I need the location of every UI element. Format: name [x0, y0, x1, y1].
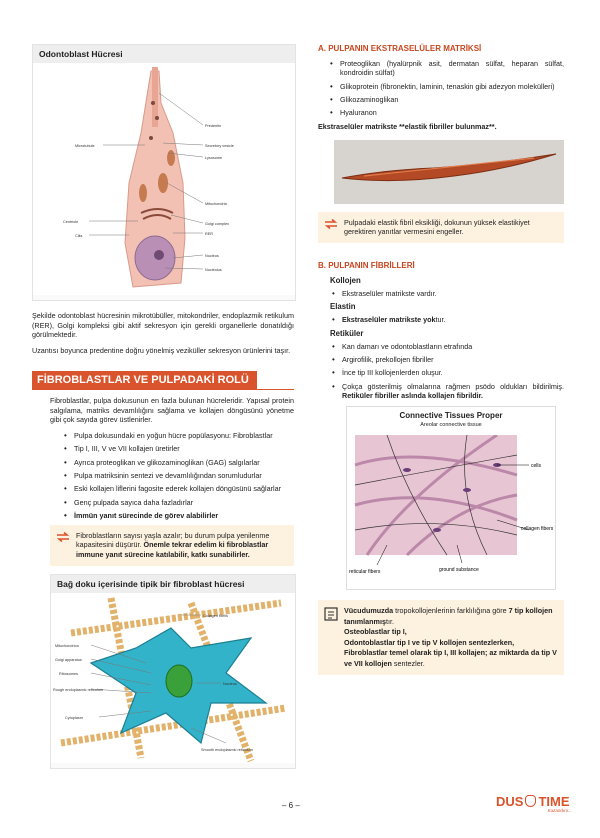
brand-tagline: Kazandırır...	[547, 808, 572, 813]
label-mitochondria: Mitochondria	[205, 202, 227, 206]
list-item: • Tip I, III, V ve VII kollajen üretirler	[62, 444, 294, 453]
label-ribosomes: Ribosomes	[59, 671, 78, 676]
section-a-bullets	[318, 59, 564, 118]
list-item: • Glikoprotein (fibronektin, laminin, tenaskin gibi adezyon molekülleri)	[328, 82, 564, 91]
areolar-tissue-figure	[346, 406, 556, 590]
kollojen-heading: Kollojen	[330, 275, 361, 285]
label-cytoplasm: Cytoplasm	[65, 715, 83, 720]
label-mitochondrion: Mitochondrion	[55, 643, 79, 648]
odontoblast-illustration	[33, 63, 295, 295]
section-fibroblast-header	[32, 370, 294, 390]
label-cells: cells	[531, 463, 542, 470]
brand-right: TIME	[538, 794, 570, 809]
elastin-bullets	[318, 315, 564, 324]
micro-figure-title: Connective Tissues Proper	[399, 411, 503, 421]
label-golgi-apparatus: Golgi apparatus	[55, 657, 82, 662]
list-item: • İmmün yanıt sürecinde de görev alabilirler	[62, 511, 294, 520]
micro-figure-subtitle: Areolar connective tissue	[420, 422, 482, 429]
label-rough-er: Rough endoplasmic reticulum	[53, 687, 104, 692]
list-item: • Argirofilik, prekollojen fibriller	[330, 355, 564, 364]
right-column	[318, 44, 564, 675]
label-nucleus: Nucleus	[223, 681, 237, 686]
section-fibroblast-title: FİBROBLASTLAR VE PULPADAKİ ROLÜ	[32, 371, 257, 389]
label-centriole: Centriole	[63, 220, 79, 224]
fibroblast-figure	[50, 574, 296, 769]
label-nucleolus: Nucleolus	[205, 268, 222, 272]
retikuler-bullets	[318, 342, 564, 401]
section-a-statement: Ekstraselüler matrikste **elastik fibriller bulunmaz**.	[318, 121, 497, 131]
elastin-bold: Ekstraselüler matrikste yok	[342, 315, 436, 325]
list-item: • Genç pulpada sayıca daha fazladırlar	[62, 498, 294, 507]
exchange-arrows-icon	[324, 219, 338, 229]
tooth-icon	[525, 795, 536, 807]
list-item	[330, 382, 564, 401]
list-item: • Ayrıca proteoglikan ve glikozaminoglikan (GAG) salgılarlar	[62, 458, 294, 467]
collagen-types-note	[318, 600, 564, 675]
fibroblast-figure-title: Bağ doku içerisinde tipik bir fibroblast hücresi	[51, 575, 295, 593]
kollojen-bullets	[318, 289, 564, 298]
fibroblast-note-text: Fibroblastların sayısı yaşla azalır; bu durum pulpa yenilenme kapasitesini düşürür.	[76, 530, 270, 550]
elastin-heading: Elastin	[330, 302, 356, 312]
list-item: • Pulpa matriksinin sentezi ve devamlılığından sorumludurlar	[62, 471, 294, 480]
list-item: • Glikozaminoglikan	[328, 95, 564, 104]
fibroblast-bullets	[32, 431, 294, 521]
areolar-micrograph	[347, 435, 555, 589]
label-predentin: Predentin	[205, 124, 222, 128]
list-item: • Proteoglikan (hyalürpnik asit, dermatan sülfat, heparan sülfat, kondroidin sülfat)	[328, 59, 564, 78]
label-smooth-er: Smooth endoplasmic reticulum	[201, 747, 253, 752]
collagen-note-line-1: Vücudumuzda tropokollojenlerinin farklılığına göre 7 tip kollojen tanımlanmıştır.	[344, 606, 553, 626]
label-reticular-fibers: reticular fibers	[349, 569, 381, 576]
retikuler-heading: Retiküler	[330, 328, 364, 338]
list-item: • Kan damarı ve odontoblastların etrafında	[330, 342, 564, 351]
odontoblast-caption-1: Şekilde odontoblast hücresinin mikrotübüller, mitokondriler, endoplazmik retikulum (RER), Golgi kompleksi gibi aktif sekresyon için gerekli organellerle donatıldığı görülmektedir.	[32, 311, 294, 340]
fibroblast-illustration	[51, 593, 295, 763]
elastic-note	[318, 212, 564, 243]
page-number: – 6 –	[282, 801, 300, 810]
label-collagen-fibrils: Collagen fibrils	[203, 613, 228, 618]
odontoblast-caption-2: Uzantısı boyunca predentine doğru yönelmiş veziküller sekresyon ürünlerini taşır.	[32, 346, 291, 356]
brand-logo	[496, 795, 572, 813]
elastic-fibre-photo	[334, 140, 564, 204]
exchange-arrows-icon	[56, 532, 70, 542]
label-secretory-vesicle: Secretory vesicle	[205, 144, 234, 148]
label-lysosome: Lysosome	[205, 156, 223, 160]
list-item: • Hyaluranon	[328, 108, 564, 117]
fibroblast-note	[50, 525, 294, 566]
elastic-note-text: Pulpadaki elastik fibril eksikliği, dokunun yüksek elastikiyet gerektiren yanıtlar vermesini engeller.	[344, 217, 530, 237]
left-column	[32, 44, 294, 769]
list-item: • İnce tip III kollojenlerden oluşur.	[330, 368, 564, 377]
label-microtubule: Microtubule	[75, 144, 95, 148]
retikuler-last-bold: Retiküler fibriller aslında kollajen fibrildir.	[342, 391, 483, 401]
label-nucleus: Nucleus	[205, 254, 219, 258]
list-item: • Ekstraselüler matrikste vardır.	[330, 289, 564, 298]
retikuler-last-normal: Çokça gösterilmiş olmalarına rağmen psödo oldukları bildirilmiş.	[342, 381, 564, 391]
collagen-note-line-2: Osteoblastlar tip I,	[344, 627, 407, 637]
note-pad-icon	[324, 607, 338, 621]
list-item	[330, 315, 564, 324]
label-collagen-fibers: collagen fibers	[521, 526, 554, 533]
odontoblast-figure	[32, 44, 296, 301]
label-cilia: Cilia	[75, 234, 83, 238]
fibroblast-note-bold: Önemle tekrar edelim ki fibroblastlar immune yanıt sürecine katılabilir, katkı sunabilirler.	[76, 540, 269, 559]
label-rer: RER	[205, 232, 214, 236]
elastic-fibre-illustration	[334, 140, 564, 204]
elastin-rest: tur.	[435, 315, 446, 325]
label-golgi-complex: Golgi complex	[205, 222, 230, 226]
section-b-title: B. PULPANIN FİBRİLLERİ	[318, 260, 415, 270]
section-a-title: A. PULPANIN EKSTRASELÜLER MATRİKSİ	[318, 44, 482, 53]
list-item: • Pulpa dokusundaki en yoğun hücre popülasyonu: Fibroblastlar	[62, 431, 294, 440]
brand-left: DUS	[496, 794, 524, 809]
list-item: • Eski kollajen liflerini fagosite ederek kollajen döngüsünü sağlarlar	[62, 484, 294, 493]
label-ground-substance: ground substance	[439, 567, 479, 574]
section-divider	[32, 389, 294, 390]
collagen-note-line-3: Odontoblastlar tip I ve tip V kollojen sentezlerken,	[344, 637, 515, 647]
collagen-note-line-4: Fibroblastlar temel olarak tip I, III kollajen; az miktarda da tip V ve VII kollojen sentezler.	[344, 648, 557, 668]
fibroblast-intro: Fibroblastlar, pulpa dokusunun en fazla bulunan hücreleridir. Yapısal protein salgılama, matriks devamlılığını sağlama ve kollajen döngüsünü yönetme gibi çok sayıda görev üstlenirler.	[50, 395, 294, 425]
odontoblast-figure-title: Odontoblast Hücresi	[33, 45, 295, 63]
